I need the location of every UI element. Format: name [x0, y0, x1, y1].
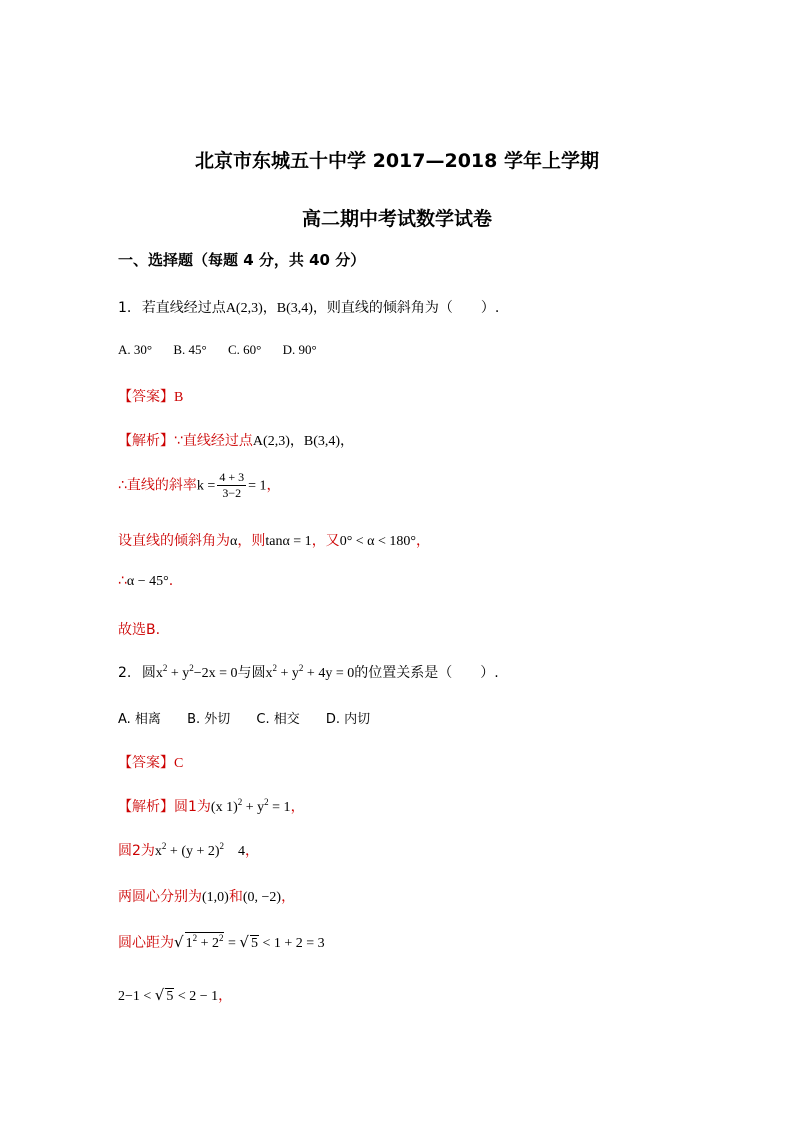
option-b: B. 外切: [187, 712, 231, 727]
q1-analysis-4: [118, 573, 173, 590]
option-d: D. 内切: [325, 712, 371, 727]
analysis-also: ，又: [311, 533, 340, 549]
center-1: (1,0): [202, 890, 229, 905]
circle-word: 圆: [141, 665, 156, 681]
q1-analysis-2: [118, 470, 281, 501]
angle-range: 0° < α < 180°: [339, 534, 417, 549]
answer-label: 【答案】: [118, 389, 174, 405]
q1-analysis-1: [118, 430, 354, 450]
analysis-text: 圆1为: [174, 799, 211, 815]
point-b: B(3,4): [276, 301, 313, 316]
fraction-numerator: 4 + 3: [219, 470, 245, 484]
analysis-end: ，: [245, 843, 260, 859]
analysis-text: 圆心距为: [118, 935, 174, 951]
analysis-then: ，则: [237, 533, 266, 549]
answer-label: 【答案】: [118, 755, 174, 771]
question-text: 若直线经过点: [141, 300, 226, 316]
question-number: 2.: [118, 665, 132, 681]
circle2-standard-form: $x^2 + (y + 2)^2$ 4: [154, 841, 246, 859]
center-distance: √ $1^2 + 2^2$ = √ 5 < 1 + 2 = 3: [174, 933, 325, 951]
analysis-label: 【解析】: [118, 799, 174, 815]
therefore-symbol: ∴: [118, 573, 127, 589]
q1-answer: [118, 386, 183, 406]
section-heading: 一、选择题（每题 4 分，共 40 分）: [118, 251, 366, 269]
analysis-text: ∵直线经过点: [174, 433, 253, 449]
distance-inequality: 2−1 < √ 5 < 2 − 1: [118, 986, 219, 1004]
q2-analysis-2: [118, 840, 259, 860]
q2-analysis-4: [118, 932, 325, 952]
question-2: [118, 662, 499, 682]
circle1-equation: $x^2 + y^2-2x = 0$: [155, 663, 238, 681]
alpha-value: α − 45°: [126, 574, 169, 589]
and-word: 和: [228, 889, 243, 905]
point-a: A(2,3): [225, 301, 263, 316]
q1-analysis-3: [118, 530, 430, 550]
analysis-text: 设直线的倾斜角为: [118, 533, 230, 549]
q1-analysis-5: 故选B.: [118, 622, 161, 638]
analysis-end: ，: [416, 533, 431, 549]
option-b: B. 45°: [173, 342, 207, 357]
question-1: [118, 297, 499, 317]
analysis-end: ，: [281, 889, 296, 905]
analysis-end: .: [168, 573, 174, 589]
analysis-math: A(2,3)，B(3,4)，: [252, 434, 355, 449]
q1-options: [118, 342, 335, 358]
analysis-end: ，: [290, 799, 305, 815]
with-word: 与圆: [237, 665, 266, 681]
circle2-equation: $x^2 + y^2 + 4y = 0$: [265, 663, 355, 681]
analysis-label: 【解析】: [118, 433, 174, 449]
center-2: (0, −2): [242, 890, 282, 905]
separator: ，: [262, 300, 277, 316]
tan-equation: tanα = 1: [265, 534, 312, 549]
slope-result: = 1: [248, 478, 267, 494]
analysis-end: ，: [218, 988, 233, 1004]
option-c: C. 60°: [227, 342, 262, 357]
slope-k: k =: [196, 478, 216, 494]
answer-value: C: [174, 756, 184, 771]
question-text-end: ，则直线的倾斜角为（ ）.: [312, 300, 500, 316]
page-title-line1: 北京市东城五十中学 2017—2018 学年上学期: [195, 150, 599, 172]
page-title-line2: 高二期中考试数学试卷: [301, 208, 492, 230]
analysis-text: 两圆心分别为: [118, 889, 202, 905]
question-text-end: 的位置关系是（ ）.: [354, 665, 499, 681]
analysis-end: ，: [266, 477, 281, 494]
option-d: D. 90°: [282, 342, 317, 357]
question-number: 1.: [118, 300, 132, 316]
slope-fraction: [217, 470, 246, 501]
option-c: C. 相交: [256, 712, 300, 727]
circle1-standard-form: (x $1)^2 + y^2 = 1$: [210, 797, 291, 815]
analysis-text: 圆2为: [118, 843, 155, 859]
q2-options: [118, 708, 392, 727]
q2-analysis-1: [118, 796, 305, 816]
analysis-text: ∴直线的斜率: [118, 477, 197, 494]
q2-answer: [118, 752, 183, 772]
q2-analysis-5: [118, 985, 232, 1005]
fraction-denominator: 3−2: [222, 486, 242, 500]
answer-value: B: [174, 390, 184, 405]
alpha-symbol: α: [230, 534, 238, 549]
option-a: A. 30°: [118, 342, 153, 357]
q2-analysis-3: [118, 886, 295, 906]
option-a: A. 相离: [118, 712, 161, 727]
